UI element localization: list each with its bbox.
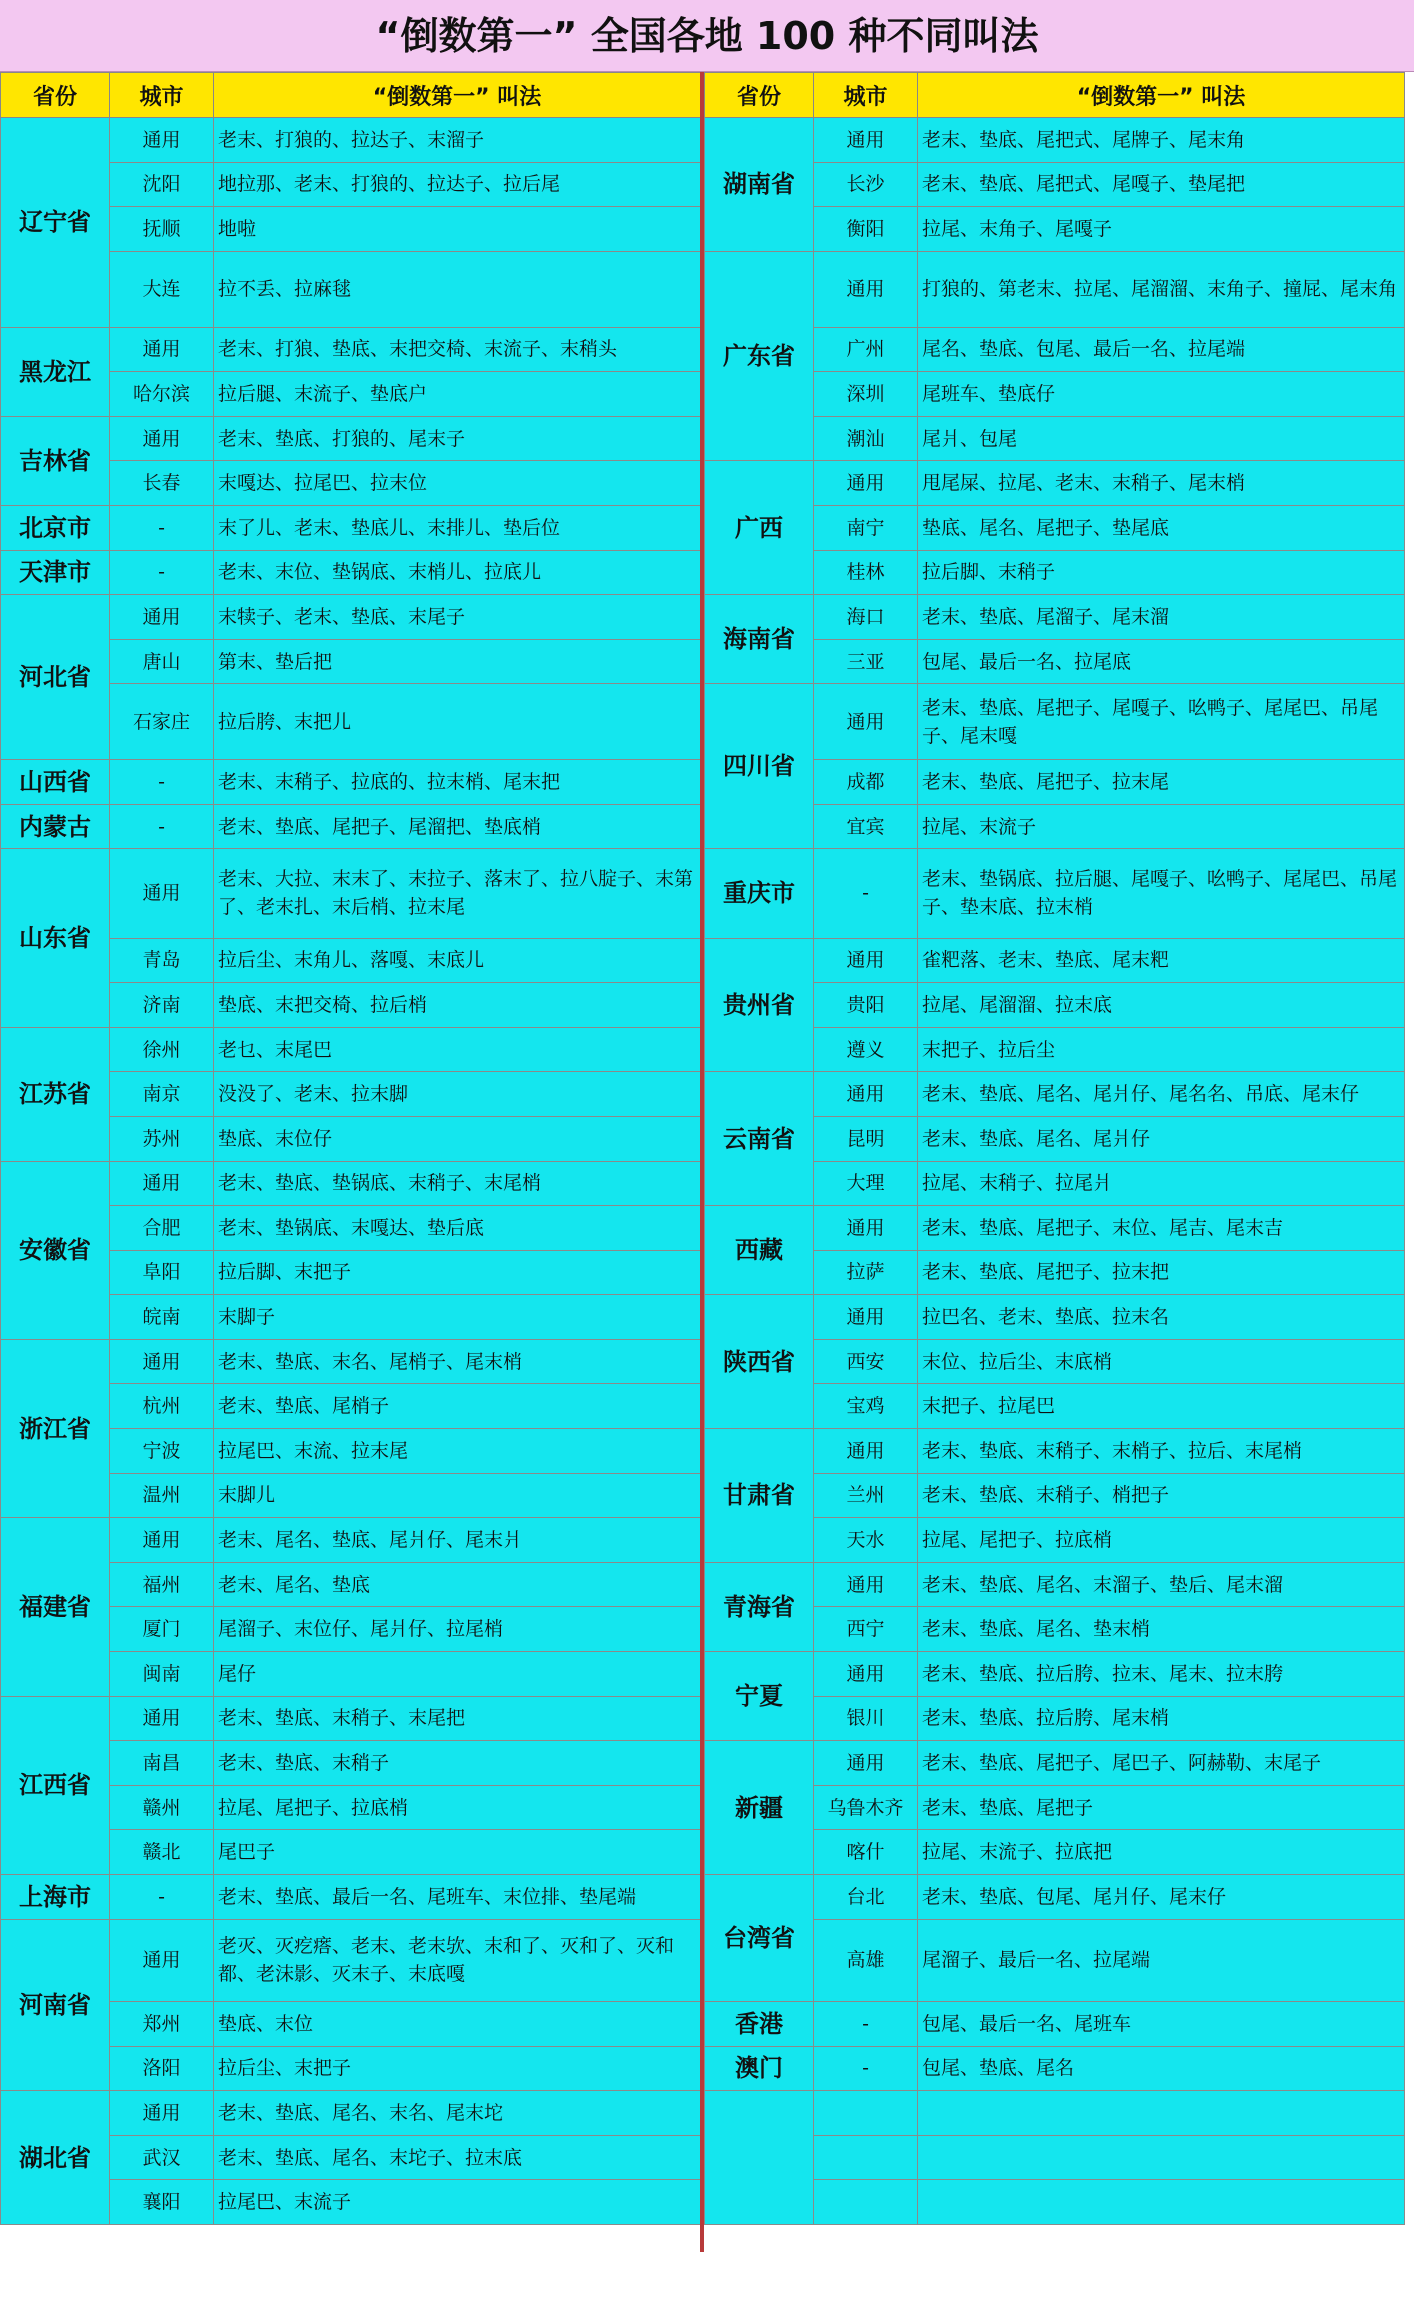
names-cell: 没没了、老末、拉末脚 [214, 1072, 701, 1117]
names-cell: 拉后脚、末稍子 [918, 550, 1405, 595]
province-cell: 重庆市 [705, 849, 814, 938]
table-row [705, 1652, 1405, 1697]
province-cell: 陕西省 [705, 1295, 814, 1429]
names-cell: 拉尾、尾溜溜、拉末底 [918, 983, 1405, 1028]
city-cell: 遵义 [814, 1027, 918, 1072]
header-row [705, 73, 1405, 118]
city-cell: - [814, 849, 918, 938]
table-row [705, 1562, 1405, 1607]
left-table-body [1, 118, 701, 2225]
city-cell: 通用 [814, 684, 918, 760]
left-table [0, 72, 701, 2225]
names-cell: 地啦 [214, 207, 701, 252]
names-cell: 拉巴名、老末、垫底、拉末名 [918, 1295, 1405, 1340]
city-cell: 天水 [814, 1518, 918, 1563]
names-cell: 老末、垫底、尾把子、尾巴子、阿赫勒、末尾子 [918, 1741, 1405, 1786]
names-cell: 老末、垫底、尾名、垫末梢 [918, 1607, 1405, 1652]
names-cell: 末位、拉后尘、末底梢 [918, 1339, 1405, 1384]
table-row [1, 505, 701, 550]
city-cell: - [110, 760, 214, 805]
city-cell: 杭州 [110, 1384, 214, 1429]
city-cell: 厦门 [110, 1607, 214, 1652]
names-cell: 老末、垫底、尾名、末坨子、拉末底 [214, 2135, 701, 2180]
city-cell: 温州 [110, 1473, 214, 1518]
city-cell: 通用 [110, 595, 214, 640]
table-row [705, 2046, 1405, 2091]
city-cell: 乌鲁木齐 [814, 1785, 918, 1830]
city-cell: 兰州 [814, 1473, 918, 1518]
city-cell: 西安 [814, 1339, 918, 1384]
city-cell: 南宁 [814, 505, 918, 550]
names-cell: 老末、垫底、拉后胯、拉末、尾末、拉末胯 [918, 1652, 1405, 1697]
province-cell: 黑龙江 [1, 327, 110, 416]
names-cell: 老末、垫底、拉后胯、尾末梢 [918, 1696, 1405, 1741]
province-cell: 湖北省 [1, 2091, 110, 2225]
province-cell: 四川省 [705, 684, 814, 849]
names-cell: 老末、垫底、尾名、末溜子、垫后、尾末溜 [918, 1562, 1405, 1607]
province-cell [705, 2091, 814, 2225]
names-cell: 地拉那、老末、打狼的、拉达子、拉后尾 [214, 162, 701, 207]
city-cell: 昆明 [814, 1116, 918, 1161]
province-cell: 湖南省 [705, 118, 814, 252]
city-cell [814, 2135, 918, 2180]
city-cell: 通用 [110, 1339, 214, 1384]
table-row [705, 461, 1405, 506]
right-table-body [705, 118, 1405, 2225]
header-names: “倒数第一” 叫法 [214, 73, 701, 118]
city-cell: 赣北 [110, 1830, 214, 1875]
header-names: “倒数第一” 叫法 [918, 73, 1405, 118]
province-cell: 广西 [705, 461, 814, 595]
city-cell: 宁波 [110, 1429, 214, 1474]
names-cell: 老末、垫底、尾名、尾爿仔 [918, 1116, 1405, 1161]
province-cell: 台湾省 [705, 1875, 814, 2002]
header-city: 城市 [814, 73, 918, 118]
table-row [705, 1295, 1405, 1340]
page-title: “倒数第一” 全国各地 100 种不同叫法 [0, 0, 1414, 72]
names-cell: 老末、垫底、尾把子、拉末把 [918, 1250, 1405, 1295]
city-cell: 闽南 [110, 1652, 214, 1697]
names-cell: 老乜、末尾巴 [214, 1027, 701, 1072]
names-cell: 老末、打狼、垫底、末把交椅、末流子、末稍头 [214, 327, 701, 372]
province-cell: 安徽省 [1, 1161, 110, 1339]
right-table [704, 72, 1405, 2225]
city-cell: 通用 [814, 1562, 918, 1607]
city-cell: 苏州 [110, 1116, 214, 1161]
names-cell: 老末、大拉、末末了、末拉子、落末了、拉八腚子、末第了、老末扎、末后梢、拉末尾 [214, 849, 701, 938]
names-cell: 老末、垫底、尾名、尾爿仔、尾名名、吊底、尾末仔 [918, 1072, 1405, 1117]
city-cell: 青岛 [110, 938, 214, 983]
names-cell: 垫底、末位仔 [214, 1116, 701, 1161]
city-cell: 海口 [814, 595, 918, 640]
table-row [705, 1206, 1405, 1251]
names-cell: 末脚儿 [214, 1473, 701, 1518]
table-row [1, 1919, 701, 2002]
city-cell: - [814, 2046, 918, 2091]
city-cell: 宝鸡 [814, 1384, 918, 1429]
city-cell: 石家庄 [110, 684, 214, 760]
table-row [1, 1161, 701, 1206]
province-cell: 山东省 [1, 849, 110, 1027]
province-cell: 天津市 [1, 550, 110, 595]
city-cell: 皖南 [110, 1295, 214, 1340]
header-province: 省份 [1, 73, 110, 118]
right-table-wrap [704, 72, 1404, 2252]
names-cell: 老末、垫底、尾名、末名、尾末坨 [214, 2091, 701, 2136]
city-cell: 长春 [110, 461, 214, 506]
names-cell: 老末、垫底、尾把式、尾嘎子、垫尾把 [918, 162, 1405, 207]
city-cell: - [814, 2002, 918, 2047]
table-row [705, 1072, 1405, 1117]
province-cell: 浙江省 [1, 1339, 110, 1517]
names-cell: 拉尾、末流子、拉底把 [918, 1830, 1405, 1875]
city-cell: 通用 [814, 1429, 918, 1474]
table-row [705, 2002, 1405, 2047]
city-cell: 通用 [110, 849, 214, 938]
names-cell: 尾仔 [214, 1652, 701, 1697]
city-cell: 潮汕 [814, 416, 918, 461]
city-cell: 拉萨 [814, 1250, 918, 1295]
city-cell: 抚顺 [110, 207, 214, 252]
table-row [1, 1875, 701, 1920]
city-cell: 喀什 [814, 1830, 918, 1875]
city-cell: 郑州 [110, 2002, 214, 2047]
city-cell: 广州 [814, 327, 918, 372]
names-cell: 拉不丢、拉麻毬 [214, 251, 701, 327]
city-cell: 武汉 [110, 2135, 214, 2180]
names-cell: 老末、垫底、末名、尾梢子、尾末梢 [214, 1339, 701, 1384]
header-row [1, 73, 701, 118]
city-cell: 通用 [110, 1919, 214, 2002]
names-cell: 尾巴子 [214, 1830, 701, 1875]
names-cell: 垫底、末位 [214, 2002, 701, 2047]
city-cell: 通用 [110, 327, 214, 372]
city-cell: 三亚 [814, 639, 918, 684]
names-cell: 打狼的、第老末、拉尾、尾溜溜、末角子、撞屁、尾末角 [918, 251, 1405, 327]
city-cell: 合肥 [110, 1206, 214, 1251]
city-cell: 贵阳 [814, 983, 918, 1028]
names-cell: 拉后尘、末角儿、落嘎、末底儿 [214, 938, 701, 983]
names-cell: 老末、垫底、最后一名、尾班车、末位排、垫尾端 [214, 1875, 701, 1920]
city-cell: 洛阳 [110, 2046, 214, 2091]
names-cell: 拉后腿、末流子、垫底户 [214, 372, 701, 417]
city-cell: 通用 [814, 461, 918, 506]
table-row [1, 1518, 701, 1563]
table-row [705, 1875, 1405, 1920]
city-cell: 通用 [814, 1206, 918, 1251]
names-cell: 末嘎达、拉尾巴、拉末位 [214, 461, 701, 506]
table-row [705, 684, 1405, 760]
names-cell: 老末、垫底、尾把子 [918, 1785, 1405, 1830]
city-cell: 唐山 [110, 639, 214, 684]
table-row [1, 1027, 701, 1072]
names-cell: 老灭、灭疙瘩、老末、老末欤、末和了、灭和了、灭和都、老沫影、灭末子、末底嘎 [214, 1919, 701, 2002]
city-cell: 沈阳 [110, 162, 214, 207]
province-cell: 海南省 [705, 595, 814, 684]
names-cell: 老末、垫底、尾把子、末位、尾吉、尾末吉 [918, 1206, 1405, 1251]
province-cell: 江苏省 [1, 1027, 110, 1161]
city-cell: 衡阳 [814, 207, 918, 252]
city-cell: 襄阳 [110, 2180, 214, 2225]
names-cell: 包尾、最后一名、拉尾底 [918, 639, 1405, 684]
city-cell: 通用 [814, 118, 918, 163]
province-cell: 香港 [705, 2002, 814, 2047]
names-cell: 垫底、末把交椅、拉后梢 [214, 983, 701, 1028]
names-cell: 垫底、尾名、尾把子、垫尾底 [918, 505, 1405, 550]
table-row [1, 1339, 701, 1384]
names-cell: 老末、垫底、末稍子、末尾把 [214, 1696, 701, 1741]
province-cell: 北京市 [1, 505, 110, 550]
names-cell [918, 2135, 1405, 2180]
names-cell: 尾班车、垫底仔 [918, 372, 1405, 417]
table-row [705, 2091, 1405, 2136]
names-cell: 拉尾巴、末流子 [214, 2180, 701, 2225]
table-row [1, 550, 701, 595]
city-cell [814, 2180, 918, 2225]
names-cell: 末了儿、老末、垫底儿、末排儿、垫后位 [214, 505, 701, 550]
province-cell: 广东省 [705, 251, 814, 461]
city-cell: - [110, 505, 214, 550]
province-cell: 江西省 [1, 1696, 110, 1874]
names-cell: 老末、垫底、末稍子、梢把子 [918, 1473, 1405, 1518]
table-row [1, 760, 701, 805]
names-cell: 末把子、拉尾巴 [918, 1384, 1405, 1429]
city-cell: 济南 [110, 983, 214, 1028]
table-row [1, 2091, 701, 2136]
city-cell: 大连 [110, 251, 214, 327]
table-row [705, 595, 1405, 640]
city-cell: 徐州 [110, 1027, 214, 1072]
province-cell: 西藏 [705, 1206, 814, 1295]
names-cell: 甩尾屎、拉尾、老末、末稍子、尾末梢 [918, 461, 1405, 506]
city-cell: 大理 [814, 1161, 918, 1206]
names-cell: 拉尾、尾把子、拉底梢 [918, 1518, 1405, 1563]
names-cell: 拉尾巴、末流、拉末尾 [214, 1429, 701, 1474]
names-cell: 末犊子、老末、垫底、末尾子 [214, 595, 701, 640]
province-cell: 贵州省 [705, 938, 814, 1072]
city-cell: 通用 [814, 1652, 918, 1697]
city-cell: - [110, 804, 214, 849]
city-cell: 哈尔滨 [110, 372, 214, 417]
table-row [705, 938, 1405, 983]
names-cell: 拉尾、尾把子、拉底梢 [214, 1785, 701, 1830]
names-cell: 尾溜子、末位仔、尾爿仔、拉尾梢 [214, 1607, 701, 1652]
province-cell: 青海省 [705, 1562, 814, 1651]
table-row [705, 118, 1405, 163]
names-cell: 老末、垫底、尾把子、拉末尾 [918, 760, 1405, 805]
city-cell: 南昌 [110, 1741, 214, 1786]
province-cell: 新疆 [705, 1741, 814, 1875]
table-row [1, 804, 701, 849]
province-cell: 河北省 [1, 595, 110, 760]
names-cell: 老末、垫底、包尾、尾爿仔、尾末仔 [918, 1875, 1405, 1920]
names-cell: 老末、打狼的、拉达子、末溜子 [214, 118, 701, 163]
province-cell: 内蒙古 [1, 804, 110, 849]
names-cell: 尾溜子、最后一名、拉尾端 [918, 1919, 1405, 2002]
city-cell: 通用 [110, 416, 214, 461]
city-cell: 台北 [814, 1875, 918, 1920]
names-cell: 老末、垫底、尾把子、尾嘎子、吆鸭子、尾尾巴、吊尾子、尾末嘎 [918, 684, 1405, 760]
names-cell: 老末、尾名、垫底 [214, 1562, 701, 1607]
city-cell: 赣州 [110, 1785, 214, 1830]
names-cell: 包尾、最后一名、尾班车 [918, 2002, 1405, 2047]
city-cell: 通用 [814, 938, 918, 983]
city-cell [814, 2091, 918, 2136]
names-cell: 老末、垫底、尾溜子、尾末溜 [918, 595, 1405, 640]
names-cell: 尾爿、包尾 [918, 416, 1405, 461]
city-cell: 西宁 [814, 1607, 918, 1652]
names-cell: 老末、末稍子、拉底的、拉末梢、尾末把 [214, 760, 701, 805]
header-city: 城市 [110, 73, 214, 118]
names-cell [918, 2180, 1405, 2225]
names-cell: 尾名、垫底、包尾、最后一名、拉尾端 [918, 327, 1405, 372]
city-cell: 南京 [110, 1072, 214, 1117]
province-cell: 上海市 [1, 1875, 110, 1920]
left-table-wrap [0, 72, 700, 2252]
city-cell: 长沙 [814, 162, 918, 207]
table-row [1, 416, 701, 461]
table-row [1, 327, 701, 372]
city-cell: 福州 [110, 1562, 214, 1607]
city-cell: 银川 [814, 1696, 918, 1741]
table-row [1, 849, 701, 938]
city-cell: 阜阳 [110, 1250, 214, 1295]
province-cell: 甘肃省 [705, 1429, 814, 1563]
names-cell: 老末、垫底、尾把子、尾溜把、垫底梢 [214, 804, 701, 849]
names-cell: 包尾、垫底、尾名 [918, 2046, 1405, 2091]
names-cell: 末把子、拉后尘 [918, 1027, 1405, 1072]
names-cell: 拉后胯、末把儿 [214, 684, 701, 760]
table-row [1, 595, 701, 640]
city-cell: 成都 [814, 760, 918, 805]
names-cell: 老末、垫底、垫锅底、末稍子、末尾梢 [214, 1161, 701, 1206]
names-cell: 第末、垫后把 [214, 639, 701, 684]
names-cell [918, 2091, 1405, 2136]
names-cell: 老末、垫底、尾把式、尾牌子、尾末角 [918, 118, 1405, 163]
names-cell: 末脚子 [214, 1295, 701, 1340]
names-cell: 老末、垫锅底、拉后腿、尾嘎子、吆鸭子、尾尾巴、吊尾子、垫末底、拉末梢 [918, 849, 1405, 938]
city-cell: - [110, 550, 214, 595]
province-cell: 河南省 [1, 1919, 110, 2091]
names-cell: 老末、垫底、末稍子、末梢子、拉后、末尾梢 [918, 1429, 1405, 1474]
province-cell: 云南省 [705, 1072, 814, 1206]
names-cell: 拉后脚、末把子 [214, 1250, 701, 1295]
names-cell: 老末、末位、垫锅底、末梢儿、拉底儿 [214, 550, 701, 595]
province-cell: 辽宁省 [1, 118, 110, 328]
names-cell: 老末、垫底、尾梢子 [214, 1384, 701, 1429]
city-cell: 通用 [110, 1696, 214, 1741]
table-row [1, 1696, 701, 1741]
province-cell: 澳门 [705, 2046, 814, 2091]
province-cell: 吉林省 [1, 416, 110, 505]
city-cell: 通用 [110, 118, 214, 163]
table-row [1, 118, 701, 163]
city-cell: - [110, 1875, 214, 1920]
city-cell: 通用 [110, 1161, 214, 1206]
table-row [705, 1429, 1405, 1474]
names-cell: 雀粑落、老末、垫底、尾末粑 [918, 938, 1405, 983]
names-cell: 老末、垫底、打狼的、尾末子 [214, 416, 701, 461]
city-cell: 桂林 [814, 550, 918, 595]
header-province: 省份 [705, 73, 814, 118]
city-cell: 通用 [814, 1072, 918, 1117]
tables-container [0, 72, 1414, 2252]
city-cell: 通用 [110, 2091, 214, 2136]
names-cell: 拉后尘、末把子 [214, 2046, 701, 2091]
city-cell: 深圳 [814, 372, 918, 417]
names-cell: 拉尾、末稍子、拉尾爿 [918, 1161, 1405, 1206]
table-row [705, 849, 1405, 938]
city-cell: 通用 [110, 1518, 214, 1563]
city-cell: 高雄 [814, 1919, 918, 2002]
table-row [705, 251, 1405, 327]
names-cell: 老末、垫锅底、末嘎达、垫后底 [214, 1206, 701, 1251]
city-cell: 通用 [814, 1741, 918, 1786]
province-cell: 福建省 [1, 1518, 110, 1696]
names-cell: 拉尾、末流子 [918, 804, 1405, 849]
city-cell: 通用 [814, 1295, 918, 1340]
names-cell: 老末、垫底、末稍子 [214, 1741, 701, 1786]
province-cell: 宁夏 [705, 1652, 814, 1741]
names-cell: 老末、尾名、垫底、尾爿仔、尾末爿 [214, 1518, 701, 1563]
names-cell: 拉尾、末角子、尾嘎子 [918, 207, 1405, 252]
city-cell: 宜宾 [814, 804, 918, 849]
table-row [705, 1741, 1405, 1786]
city-cell: 通用 [814, 251, 918, 327]
province-cell: 山西省 [1, 760, 110, 805]
